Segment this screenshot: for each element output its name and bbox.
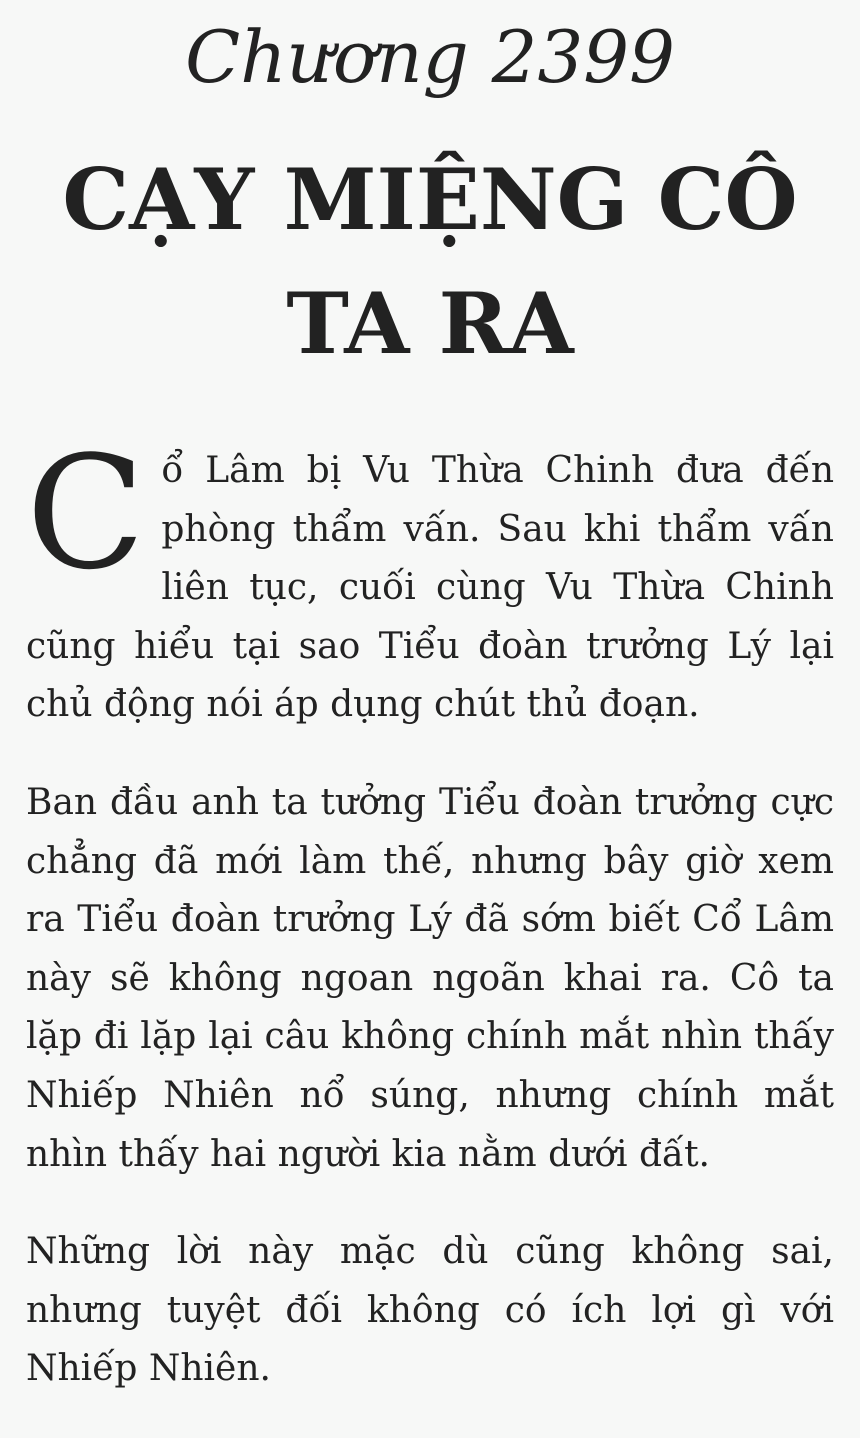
paragraph bbox=[26, 422, 834, 735]
paragraph: Những lời này mặc dù cũng không sai, nhưng tuyệt đối không có ích lợi gì với Nhiếp Nhiên. bbox=[26, 1231, 834, 1390]
paragraph: Ban đầu anh ta tưởng Tiểu đoàn trưởng cực chẳng đã mới làm thế, nhưng bây giờ xem ra Tiểu đoàn trưởng Lý đã sớm biết Cổ Lâm này sẽ không ngoan ngoãn khai ra. Cô ta lặp đi lặp lại câu không chính mắt nhìn thấy Nhiếp Nhiên nổ súng, nhưng chính mắt nhìn thấy hai người kia nằm dưới đất. bbox=[26, 781, 834, 1175]
paragraph-text: ổ Lâm bị Vu Thừa Chinh đưa đến phòng thẩm vấn. Sau khi thẩm vấn liên tục, cuối cùng Vu Thừa Chinh cũng hiểu tại sao Tiểu đoàn trưởng Lý lại chủ động nói áp dụng chút thủ đoạn. bbox=[26, 450, 834, 726]
chapter-title: CẠY MIỆNG CÔ TA RA bbox=[62, 150, 798, 373]
drop-cap: C bbox=[26, 422, 146, 604]
chapter-number: Chương 2399 bbox=[185, 15, 675, 99]
chapter-body bbox=[26, 422, 834, 1438]
